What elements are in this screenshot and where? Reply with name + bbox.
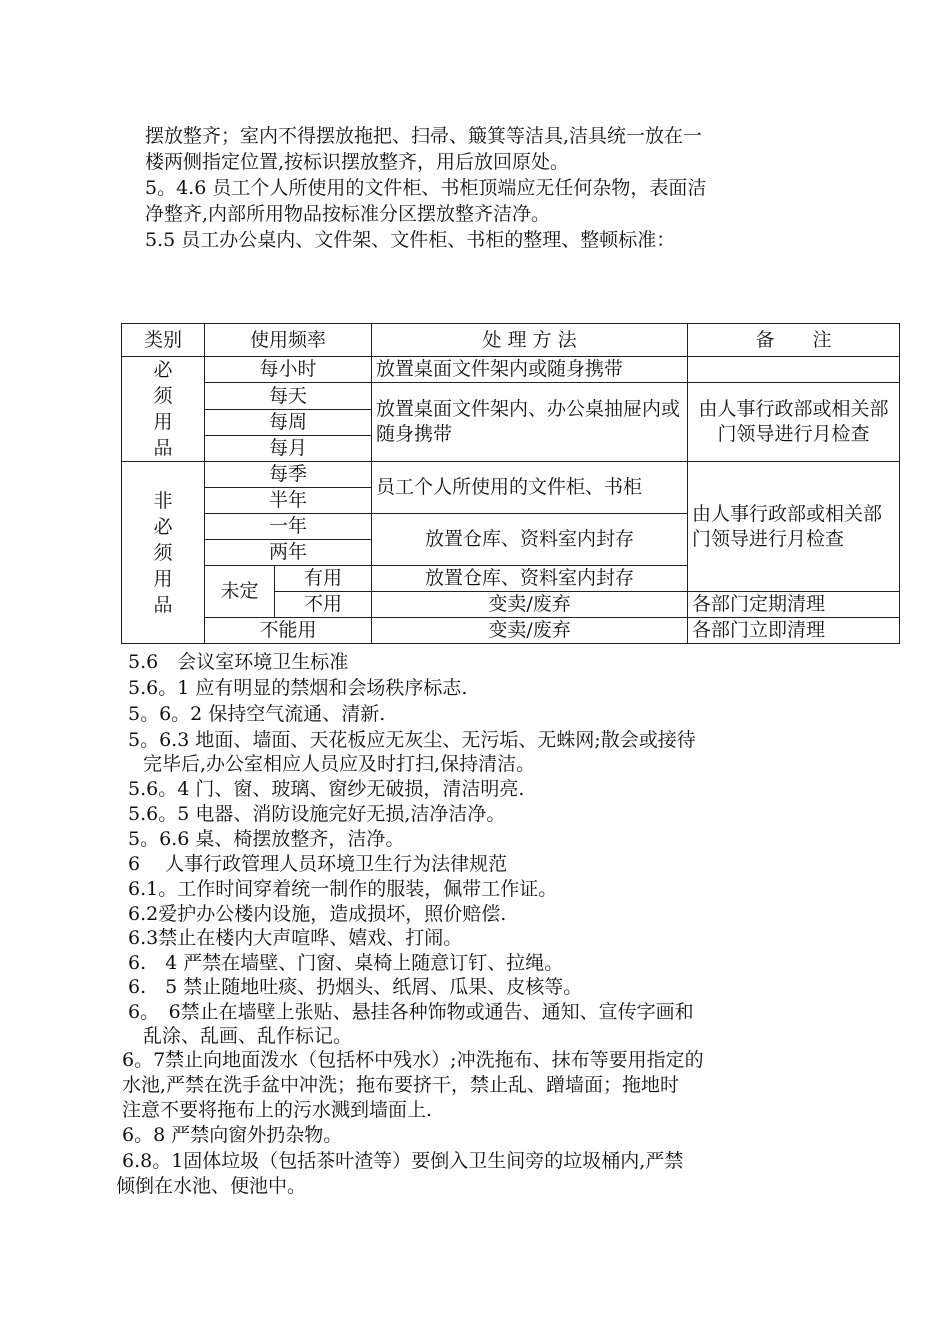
table-header-row [122,324,900,357]
method-quarterly: 员工个人所使用的文件柜、书柜 [372,462,688,514]
text-line: 6.8。1固体垃圾（包括茶叶渣等）要倒入卫生间旁的垃圾桶内,严禁 [122,1150,684,1172]
text-line: 净整齐,内部所用物品按标准分区摆放整齐洁净。 [145,203,551,225]
section-heading: 5.6 会议室环境卫生标准 [128,651,349,673]
freq-undetermined: 未定 [205,566,275,618]
text-line: 6.2爱护办公楼内设施，造成损坏，照价赔偿. [128,903,507,925]
table-row [122,462,900,488]
text-line: 6.1。工作时间穿着统一制作的服装，佩带工作证。 [128,878,558,900]
text-line: 5。6.6 桌、椅摆放整齐，洁净。 [128,828,405,850]
text-line: 倾倒在水池、便池中。 [116,1175,307,1197]
text-line: 完毕后,办公室相应人员应及时打扫,保持清洁。 [143,753,536,775]
text-line: 6. 5 禁止随地吐痰、扔烟头、纸屑、瓜果、皮核等。 [128,976,583,998]
arrangement-standards-table [121,323,900,644]
method-daily: 放置桌面文件架内、办公桌抽屉内或随身携带 [372,383,688,462]
method-year: 放置仓库、资料室内封存 [372,514,688,566]
table-row [122,357,900,383]
freq-daily: 每天 [205,383,372,410]
note-useless: 各部门定期清理 [688,592,900,618]
useless-label: 不用 [275,592,372,618]
note-unusable: 各部门立即清理 [688,618,900,644]
text-line: 6。 6禁止在墙壁上张贴、悬挂各种饰物或通告、通知、宣传字画和 [128,1001,694,1023]
header-frequency: 使用频率 [205,324,372,357]
header-note: 备 注 [688,324,900,357]
text-line: 注意不要将拖布上的污水溅到墙面上. [122,1099,433,1121]
category-required: 必 须 用 品 [122,357,205,462]
text-line: 5。4.6 员工个人所使用的文件柜、书柜顶端应无任何杂物，表面洁 [145,177,707,199]
freq-hourly: 每小时 [205,357,372,383]
text-line: 6.3禁止在楼内大声喧哗、嬉戏、打闹。 [128,927,463,949]
text-line: 5.5 员工办公桌内、文件架、文件柜、书柜的整理、整顿标准： [145,229,676,251]
freq-monthly: 每月 [205,436,372,462]
text-line: 5。6.3 地面、墙面、天花板应无灰尘、无污垢、无蛛网;散会或接待 [128,729,696,751]
text-line: 5.6。5 电器、消防设施完好无损,洁净洁净。 [128,803,506,825]
table-row [122,618,900,644]
text-line: 6。7禁止向地面泼水（包括杯中残水）;冲洗拖布、抹布等要用指定的 [122,1049,704,1071]
table-row [122,383,900,410]
text-line: 楼两侧指定位置,按标识摆放整齐，用后放回原处。 [145,151,570,173]
unusable-label: 不能用 [205,618,372,644]
text-line: 6。8 严禁向窗外扔杂物。 [122,1124,343,1146]
text-line: 5.6。1 应有明显的禁烟和会场秩序标志. [128,677,468,699]
method-unusable: 变卖/废弃 [372,618,688,644]
freq-quarterly: 每季 [205,462,372,488]
text-line: 摆放整齐；室内不得摆放拖把、扫帚、簸箕等洁具,洁具统一放在一 [145,125,703,147]
method-useful: 放置仓库、资料室内封存 [372,566,688,592]
freq-weekly: 每周 [205,410,372,436]
header-method: 处 理 方 法 [372,324,688,357]
freq-one-year: 一年 [205,514,372,540]
header-category: 类别 [122,324,205,357]
method-hourly: 放置桌面文件架内或随身携带 [372,357,688,383]
freq-half-year: 半年 [205,488,372,514]
section-heading: 6 人事行政管理人员环境卫生行为法律规范 [128,853,508,875]
text-line: 5.6。4 门、窗、玻璃、窗纱无破损，清洁明亮. [128,778,525,800]
text-line: 6. 4 严禁在墙壁、门窗、桌椅上随意订钉、拉绳。 [128,952,564,974]
method-useless: 变卖/废弃 [372,592,688,618]
note-hourly-empty [688,357,900,383]
note-nonrequired: 由人事行政部或相关部门领导进行月检查 [688,462,900,592]
category-nonrequired: 非 必 须 用 品 [122,462,205,644]
useful-label: 有用 [275,566,372,592]
note-required: 由人事行政部或相关部门领导进行月检查 [688,383,900,462]
text-line: 水池,严禁在洗手盆中冲洗；拖布要挤干，禁止乱、蹭墙面；拖地时 [122,1074,680,1096]
freq-two-years: 两年 [205,540,372,566]
text-line: 乱涂、乱画、乱作标记。 [143,1025,353,1047]
text-line: 5。6。2 保持空气流通、清新. [128,703,386,725]
